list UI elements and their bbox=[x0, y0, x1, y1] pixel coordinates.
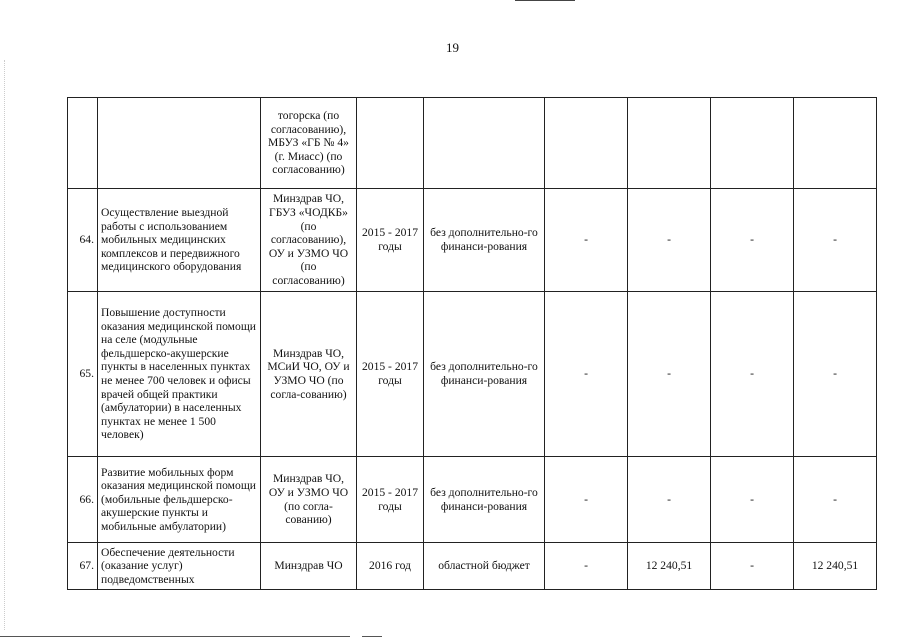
value-cell bbox=[545, 98, 628, 189]
executor-cell: Минздрав ЧО, ГБУЗ «ЧОДКБ» (по согласованию), ОУ и УЗМО ЧО (по согласованию) bbox=[261, 189, 357, 292]
value-cell: 12 240,51 bbox=[794, 543, 877, 590]
value-cell: - bbox=[545, 189, 628, 292]
value-cell: - bbox=[545, 457, 628, 543]
row-number: 66. bbox=[68, 457, 98, 543]
executor-cell: Минздрав ЧО bbox=[261, 543, 357, 590]
executor-cell: Минздрав ЧО, МСиИ ЧО, ОУ и УЗМО ЧО (по согла-сованию) bbox=[261, 292, 357, 457]
table-row bbox=[68, 457, 877, 543]
value-cell bbox=[711, 98, 794, 189]
row-number: 64. bbox=[68, 189, 98, 292]
term-cell: 2016 год bbox=[357, 543, 424, 590]
bottom-rule bbox=[362, 636, 382, 637]
term-cell: 2015 - 2017 годы bbox=[357, 292, 424, 457]
measure-cell: Развитие мобильных форм оказания медицинской помощи (мобильные фельдшерско-акушерские пункты и мобильные амбулатории) bbox=[98, 457, 261, 543]
bottom-rule bbox=[0, 636, 350, 637]
term-cell: 2015 - 2017 годы bbox=[357, 189, 424, 292]
funding-source-cell: без дополнительно-го финанси-рования bbox=[424, 457, 545, 543]
page-number: 19 bbox=[446, 40, 459, 55]
row-number: 65. bbox=[68, 292, 98, 457]
table-row bbox=[68, 292, 877, 457]
value-cell: 12 240,51 bbox=[628, 543, 711, 590]
value-cell: - bbox=[628, 457, 711, 543]
term-cell: 2015 - 2017 годы bbox=[357, 457, 424, 543]
value-cell: - bbox=[711, 543, 794, 590]
term-cell bbox=[357, 98, 424, 189]
value-cell: - bbox=[628, 189, 711, 292]
program-measures-table bbox=[67, 97, 877, 590]
funding-source-cell: без дополнительно-го финанси-рования bbox=[424, 292, 545, 457]
funding-source-cell bbox=[424, 98, 545, 189]
table-row bbox=[68, 189, 877, 292]
executor-cell: тогорска (по согласованию), МБУЗ «ГБ № 4» (г. Миасс) (по согласованию) bbox=[261, 98, 357, 189]
scan-edge bbox=[4, 60, 7, 630]
value-cell: - bbox=[545, 543, 628, 590]
value-cell: - bbox=[711, 189, 794, 292]
value-cell: - bbox=[794, 457, 877, 543]
row-number: 67. bbox=[68, 543, 98, 590]
value-cell bbox=[628, 98, 711, 189]
measure-cell: Осуществление выездной работы с использованием мобильных медицинских комплексов и передвижного медицинского оборудования bbox=[98, 189, 261, 292]
value-cell: - bbox=[628, 292, 711, 457]
funding-source-cell: без дополнительно-го финанси-рования bbox=[424, 189, 545, 292]
row-number bbox=[68, 98, 98, 189]
table-row bbox=[68, 543, 877, 590]
value-cell: - bbox=[711, 292, 794, 457]
value-cell bbox=[794, 98, 877, 189]
measure-cell: Повышение доступности оказания медицинской помощи на селе (модульные фельдшерско-акушерские пункты в населенных пунктах не менее 700 человек и офисы врачей общей практики (амбулатории) в населенных пунктах не менее 1 500 человек) bbox=[98, 292, 261, 457]
executor-cell: Минздрав ЧО, ОУ и УЗМО ЧО (по согла-сованию) bbox=[261, 457, 357, 543]
table-row bbox=[68, 98, 877, 189]
value-cell: - bbox=[794, 292, 877, 457]
measure-cell bbox=[98, 98, 261, 189]
top-rule bbox=[515, 0, 575, 1]
value-cell: - bbox=[794, 189, 877, 292]
measure-cell: Обеспечение деятельности (оказание услуг) подведомственных bbox=[98, 543, 261, 590]
value-cell: - bbox=[545, 292, 628, 457]
value-cell: - bbox=[711, 457, 794, 543]
funding-source-cell: областной бюджет bbox=[424, 543, 545, 590]
